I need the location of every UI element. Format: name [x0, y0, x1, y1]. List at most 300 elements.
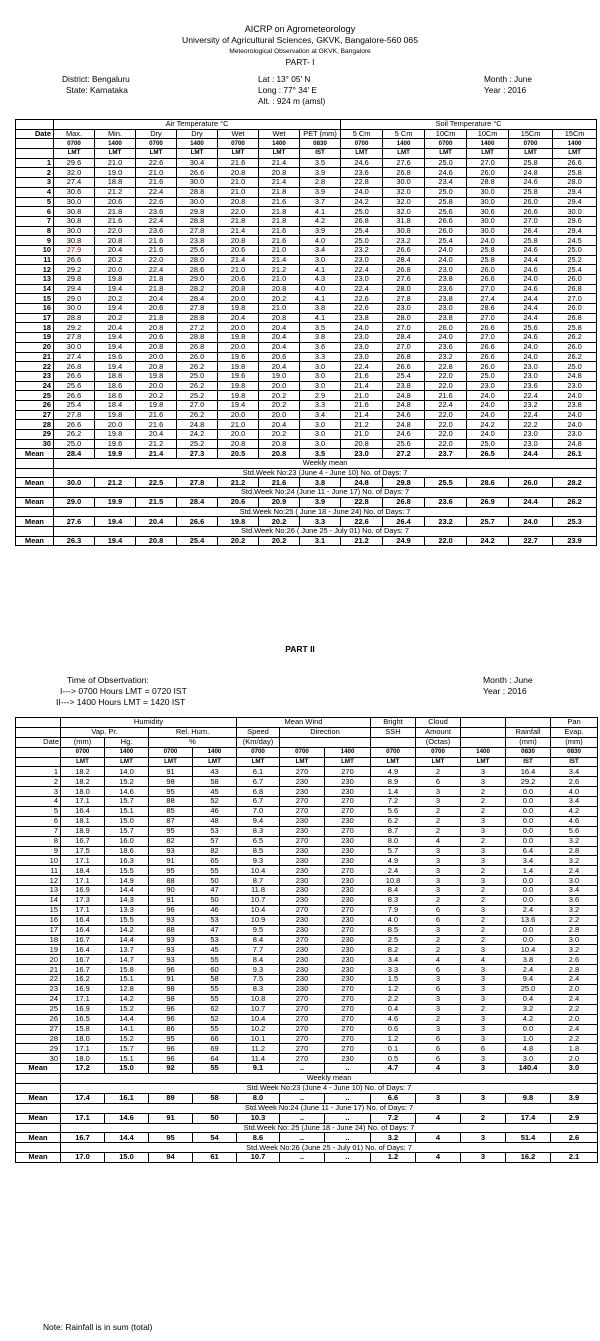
data-cell: 23.6 — [341, 168, 383, 178]
date-cell: 18 — [16, 935, 61, 945]
data-cell: 10.7 — [237, 1004, 280, 1014]
date-cell: 1 — [16, 158, 54, 168]
data-cell: 22.4 — [136, 265, 177, 275]
data-cell: 62 — [193, 1004, 237, 1014]
mean-cell: .. — [280, 1113, 325, 1123]
mean-label: Mean — [16, 536, 54, 546]
mean-cell: 3 — [461, 1153, 506, 1163]
date-cell: 21 — [16, 965, 61, 975]
mean-cell: 25.3 — [553, 517, 597, 527]
data-cell: 3 — [461, 856, 506, 866]
data-cell: 20.2 — [136, 391, 177, 401]
data-cell: 3.0 — [300, 381, 341, 391]
table-row — [16, 245, 597, 255]
data-cell: 66 — [193, 1034, 237, 1044]
data-cell: 28.8 — [177, 333, 218, 343]
data-cell: 3.4 — [300, 245, 341, 255]
data-cell: 270 — [280, 1024, 325, 1034]
data-cell: 16.7 — [61, 935, 105, 945]
data-cell: 96 — [149, 1054, 193, 1064]
data-cell: 21.0 — [136, 168, 177, 178]
data-cell: 28.8 — [467, 178, 509, 188]
data-cell: 2 — [461, 866, 506, 876]
date-cell: 19 — [16, 945, 61, 955]
unit-octas: (Octas) — [416, 737, 461, 747]
mean-cell: 3 — [416, 1093, 461, 1103]
cloud-header: Cloud — [416, 718, 461, 728]
data-cell: 28.8 — [54, 313, 95, 323]
mean-cell: 23.7 — [425, 449, 467, 459]
mean-cell: 21.5 — [136, 497, 177, 507]
data-cell: 230 — [280, 787, 325, 797]
data-cell: 27.2 — [177, 323, 218, 333]
data-cell: 0.0 — [506, 816, 551, 826]
table-row — [16, 371, 597, 381]
std-week-title-label: Std.Week No:26 (June 25 - July 01) No. of Days: 7 — [61, 1143, 598, 1153]
data-cell: 270 — [325, 1044, 371, 1054]
data-cell: 22.0 — [425, 410, 467, 420]
table-row — [16, 886, 598, 896]
std-week-title-label: Std.Week No:24 (June 11 - June 17) No. of Days: 7 — [54, 488, 597, 498]
mean-row — [16, 536, 597, 546]
data-cell: 3.4 — [371, 955, 416, 965]
mean-cell: .. — [280, 1133, 325, 1143]
data-cell: 7.7 — [237, 945, 280, 955]
data-cell: 21.6 — [425, 391, 467, 401]
mean-cell: 26.6 — [177, 517, 218, 527]
data-cell: 4 — [461, 955, 506, 965]
time-header: 1400 — [467, 139, 509, 149]
data-cell: 6.2 — [371, 816, 416, 826]
data-cell: 64 — [193, 1054, 237, 1064]
data-cell: 19.8 — [218, 333, 259, 343]
data-cell: 17.1 — [61, 856, 105, 866]
data-cell: 21.0 — [259, 275, 300, 285]
data-cell: 10.4 — [237, 866, 280, 876]
data-cell: 32.0 — [54, 168, 95, 178]
longitude-label: Long : 77° 34' E — [258, 85, 317, 95]
data-cell: 16.4 — [61, 807, 105, 817]
data-cell: 2 — [461, 787, 506, 797]
blank-cell — [16, 139, 54, 149]
data-cell: 25.8 — [553, 323, 597, 333]
table-row — [16, 876, 598, 886]
table-row — [16, 158, 597, 168]
data-cell: 13.3 — [105, 905, 149, 915]
data-cell: 24.4 — [509, 304, 553, 314]
data-cell: 3.0 — [506, 1054, 551, 1064]
time-header: 0700 — [425, 139, 467, 149]
data-cell: 3 — [461, 876, 506, 886]
data-cell: 3.5 — [300, 158, 341, 168]
data-cell: 23.0 — [383, 304, 425, 314]
mean-cell: 24.0 — [509, 517, 553, 527]
mean-wind-header: Mean Wind — [237, 718, 371, 728]
data-cell: 6 — [461, 1044, 506, 1054]
mean-cell: 26.1 — [553, 449, 597, 459]
unit-header: LMT — [218, 149, 259, 159]
data-cell: 24.0 — [467, 391, 509, 401]
data-cell: 21.0 — [341, 391, 383, 401]
unit-header: IST — [300, 149, 341, 159]
data-cell: 18.1 — [61, 816, 105, 826]
data-cell: 2 — [461, 807, 506, 817]
data-cell: 28.0 — [553, 178, 597, 188]
data-cell: 2 — [416, 807, 461, 817]
mean-cell: 9.1 — [237, 1064, 280, 1074]
mean-cell: 21.2 — [95, 478, 136, 488]
time-header: 1400 — [95, 139, 136, 149]
mean-cell: 1.2 — [371, 1153, 416, 1163]
humidity-header: Humidity — [61, 718, 237, 728]
table-row — [16, 168, 597, 178]
table-row — [16, 965, 598, 975]
date-cell: 25 — [16, 1004, 61, 1014]
data-cell: 0.1 — [371, 1044, 416, 1054]
mean-cell: 24.8 — [341, 478, 383, 488]
data-cell: 20.4 — [136, 294, 177, 304]
data-cell: 23.0 — [425, 304, 467, 314]
data-cell: 95 — [149, 1034, 193, 1044]
data-cell: 29.6 — [54, 158, 95, 168]
data-cell: 3 — [461, 1024, 506, 1034]
std-week-title — [16, 1123, 598, 1133]
mean-cell: 20.2 — [218, 536, 259, 546]
data-cell: 17.1 — [61, 876, 105, 886]
part2-month-label: Month : June — [483, 675, 533, 685]
mean-label: Mean — [16, 1113, 61, 1123]
data-cell: 29.2 — [54, 265, 95, 275]
time-header: 0700 — [54, 139, 95, 149]
data-cell: 30.0 — [54, 197, 95, 207]
data-cell: 26.8 — [553, 313, 597, 323]
column-header: 10Cm — [425, 129, 467, 139]
data-cell: 6.8 — [237, 787, 280, 797]
data-cell: 270 — [280, 797, 325, 807]
data-cell: 14.4 — [105, 935, 149, 945]
data-cell: 3.2 — [506, 1004, 551, 1014]
wind-direction-header: Direction — [280, 727, 371, 737]
blank-cell — [16, 120, 54, 130]
data-cell: 24.8 — [553, 371, 597, 381]
data-cell: 26.0 — [467, 265, 509, 275]
data-cell: 23.0 — [425, 265, 467, 275]
data-cell: 29.0 — [54, 294, 95, 304]
data-cell: 24.4 — [509, 313, 553, 323]
data-cell: 43 — [193, 767, 237, 777]
data-cell: 17.1 — [61, 797, 105, 807]
relative-humidity-header: Rel. Hum. — [149, 727, 237, 737]
mean-cell: 20.4 — [136, 517, 177, 527]
mean-cell: 21.6 — [259, 478, 300, 488]
data-cell: 21.8 — [136, 275, 177, 285]
data-cell: 26.0 — [425, 226, 467, 236]
mean-cell: 17.2 — [61, 1064, 105, 1074]
mean-cell: 16.2 — [506, 1153, 551, 1163]
data-cell: 8.5 — [371, 925, 416, 935]
data-cell: 3 — [461, 905, 506, 915]
data-cell: 3 — [461, 994, 506, 1004]
data-cell: 2 — [416, 826, 461, 836]
mean-cell: 22.8 — [341, 497, 383, 507]
data-cell: 15.7 — [105, 1044, 149, 1054]
data-cell: 21.6 — [218, 158, 259, 168]
unit-header: LMT — [54, 149, 95, 159]
data-cell: 24.0 — [341, 323, 383, 333]
table-row — [16, 430, 597, 440]
data-cell: 1.5 — [371, 975, 416, 985]
data-cell: 25.4 — [553, 265, 597, 275]
date-cell: 2 — [16, 777, 61, 787]
data-cell: 13.6 — [506, 915, 551, 925]
blank-cell — [16, 1074, 61, 1084]
data-cell: 24.0 — [467, 236, 509, 246]
data-cell: 16.3 — [105, 856, 149, 866]
mean-row — [16, 449, 597, 459]
data-cell: 24.6 — [383, 410, 425, 420]
data-cell: 3.7 — [300, 197, 341, 207]
data-cell: 6 — [416, 1044, 461, 1054]
date-cell: 20 — [16, 342, 54, 352]
std-week-title — [16, 488, 597, 498]
blank-cell — [16, 1143, 61, 1153]
data-cell: 23.0 — [509, 362, 553, 372]
blank-cell — [16, 1083, 61, 1093]
mean-cell: 8.6 — [237, 1133, 280, 1143]
data-cell: 21.6 — [341, 400, 383, 410]
data-cell: 16.0 — [105, 836, 149, 846]
column-header: 15Cm — [509, 129, 553, 139]
mean-cell: 22.0 — [425, 536, 467, 546]
data-cell: 21.6 — [136, 178, 177, 188]
data-cell: 15.2 — [105, 1034, 149, 1044]
mean-label: Mean — [16, 497, 54, 507]
data-cell: 0.4 — [371, 1004, 416, 1014]
data-cell: 19.8 — [95, 430, 136, 440]
part-two-label: PART II — [285, 644, 315, 654]
data-cell: 21.4 — [218, 255, 259, 265]
date-cell: 8 — [16, 836, 61, 846]
data-cell: 21.0 — [259, 304, 300, 314]
date-cell: 15 — [16, 905, 61, 915]
data-cell: 24.8 — [177, 420, 218, 430]
data-cell: 23.2 — [509, 400, 553, 410]
data-cell: 20.6 — [259, 352, 300, 362]
mean-row — [16, 1093, 598, 1103]
data-cell: 27.8 — [177, 304, 218, 314]
data-cell: 230 — [280, 945, 325, 955]
data-cell: 23.4 — [425, 178, 467, 188]
table-row — [16, 207, 597, 217]
table-row — [16, 1044, 598, 1054]
data-cell: 230 — [280, 965, 325, 975]
mean-cell: 4.7 — [371, 1064, 416, 1074]
data-cell: 20.0 — [218, 430, 259, 440]
mean-cell: 23.6 — [425, 497, 467, 507]
data-cell: 24.2 — [177, 430, 218, 440]
latitude-label: Lat : 13° 05' N — [258, 74, 311, 84]
date-cell: 16 — [16, 304, 54, 314]
data-cell: 20.6 — [218, 275, 259, 285]
data-cell: 53 — [193, 826, 237, 836]
data-cell: 1.2 — [371, 1034, 416, 1044]
table-row — [16, 767, 598, 777]
mean-cell: 50 — [193, 1113, 237, 1123]
data-cell: 230 — [325, 846, 371, 856]
data-cell: 25.0 — [553, 245, 597, 255]
mean-cell: .. — [325, 1153, 371, 1163]
data-cell: 270 — [325, 797, 371, 807]
data-cell: 25.8 — [425, 197, 467, 207]
data-cell: 21.0 — [341, 430, 383, 440]
data-cell: 15.5 — [105, 866, 149, 876]
unit-header: LMT — [105, 757, 149, 767]
data-cell: 24.8 — [383, 400, 425, 410]
data-cell: 82 — [193, 846, 237, 856]
data-cell: 22.4 — [136, 216, 177, 226]
data-cell: 16.4 — [61, 945, 105, 955]
data-cell: 25.0 — [506, 985, 551, 995]
data-cell: 230 — [280, 826, 325, 836]
data-cell: 9.4 — [237, 816, 280, 826]
data-cell: 22.4 — [341, 265, 383, 275]
data-cell: 25.6 — [54, 381, 95, 391]
data-cell: 82 — [149, 836, 193, 846]
table-row — [16, 1054, 598, 1064]
data-cell: 18.0 — [61, 1034, 105, 1044]
data-cell: 0.0 — [506, 876, 551, 886]
data-cell: 20.0 — [218, 323, 259, 333]
data-cell: 0.0 — [506, 797, 551, 807]
data-cell: 3 — [461, 1034, 506, 1044]
data-cell: 2 — [416, 896, 461, 906]
data-cell: 18.0 — [61, 787, 105, 797]
mean-cell: 27.8 — [177, 478, 218, 488]
mean-row — [16, 1133, 598, 1143]
data-cell: 30.8 — [54, 236, 95, 246]
data-cell: 96 — [149, 905, 193, 915]
data-cell: 95 — [149, 826, 193, 836]
mean-cell: 19.9 — [95, 449, 136, 459]
time-header: 0700 — [416, 747, 461, 757]
data-cell: 28.0 — [383, 313, 425, 323]
data-cell: 14.2 — [105, 925, 149, 935]
mean-cell: 20.8 — [136, 536, 177, 546]
data-cell: 3.4 — [551, 767, 598, 777]
observation-time-1: I---> 0700 Hours LMT = 0720 IST — [60, 686, 187, 696]
data-cell: 14.1 — [105, 1024, 149, 1034]
data-cell: 21.6 — [259, 226, 300, 236]
data-cell: 20.4 — [218, 313, 259, 323]
data-cell: 20.8 — [259, 439, 300, 449]
data-cell: 8.4 — [237, 935, 280, 945]
data-cell: 3 — [461, 1014, 506, 1024]
data-cell: 26.0 — [553, 304, 597, 314]
weekly-mean-title-label: Weekly mean — [54, 459, 597, 469]
data-cell: 270 — [280, 1044, 325, 1054]
table-row — [16, 975, 598, 985]
unit-rain-mm: (mm) — [506, 737, 551, 747]
data-cell: 0.0 — [506, 826, 551, 836]
data-cell: 2 — [416, 816, 461, 826]
data-cell: 25.8 — [509, 158, 553, 168]
data-cell: 12.8 — [105, 985, 149, 995]
blank-cell — [16, 526, 54, 536]
data-cell: 8.3 — [371, 896, 416, 906]
data-cell: 21.6 — [341, 371, 383, 381]
data-cell: 4.0 — [551, 787, 598, 797]
data-cell: 0.0 — [506, 836, 551, 846]
data-cell: 19.4 — [95, 342, 136, 352]
table-row — [16, 439, 597, 449]
data-cell: 2.8 — [300, 178, 341, 188]
data-cell: 20.8 — [136, 362, 177, 372]
data-cell: 19.0 — [95, 168, 136, 178]
data-cell: 23.0 — [341, 255, 383, 265]
unit-header: LMT — [61, 757, 105, 767]
unit-header: LMT — [461, 757, 506, 767]
data-cell: 8.3 — [237, 985, 280, 995]
data-cell: 24.6 — [383, 430, 425, 440]
data-cell: 26.6 — [383, 245, 425, 255]
data-cell: 91 — [149, 896, 193, 906]
table-row — [16, 187, 597, 197]
data-cell: 21.4 — [218, 226, 259, 236]
data-cell: 0.6 — [371, 1024, 416, 1034]
data-cell: 27.0 — [467, 333, 509, 343]
mean-row — [16, 517, 597, 527]
data-cell: 230 — [325, 945, 371, 955]
data-cell: 17.1 — [61, 994, 105, 1004]
data-cell: 4 — [416, 836, 461, 846]
data-cell: 3 — [461, 767, 506, 777]
part2-table-body — [16, 767, 598, 1163]
table-row — [16, 362, 597, 372]
data-cell: 21.0 — [218, 420, 259, 430]
data-cell: 19.0 — [259, 371, 300, 381]
mean-cell: 19.8 — [218, 517, 259, 527]
mean-cell: 27.6 — [54, 517, 95, 527]
date-cell: 27 — [16, 1024, 61, 1034]
unit-header: LMT — [325, 757, 371, 767]
data-cell: 4.2 — [300, 216, 341, 226]
mean-cell: 29.0 — [54, 497, 95, 507]
data-cell: 25.0 — [425, 158, 467, 168]
part2-table — [15, 717, 598, 1163]
mean-cell: 58 — [193, 1093, 237, 1103]
data-cell: 20.0 — [218, 410, 259, 420]
mean-cell: 89 — [149, 1093, 193, 1103]
data-cell: 20.0 — [218, 342, 259, 352]
data-cell: 20.2 — [259, 400, 300, 410]
data-cell: 2.0 — [551, 1054, 598, 1064]
data-cell: 30.0 — [54, 342, 95, 352]
data-cell: 15.5 — [105, 915, 149, 925]
data-cell: 5.6 — [371, 807, 416, 817]
data-cell: 0.0 — [506, 807, 551, 817]
data-cell: 270 — [280, 836, 325, 846]
data-cell: 2 — [461, 915, 506, 925]
data-cell: 91 — [149, 975, 193, 985]
data-cell: 30.0 — [383, 178, 425, 188]
data-cell: 25.0 — [54, 439, 95, 449]
time-header: 1400 — [553, 139, 597, 149]
time-header: 1400 — [105, 747, 149, 757]
data-cell: 22.8 — [341, 178, 383, 188]
data-cell: 20.4 — [259, 333, 300, 343]
data-cell: 29.2 — [54, 323, 95, 333]
data-cell: 24.8 — [383, 420, 425, 430]
